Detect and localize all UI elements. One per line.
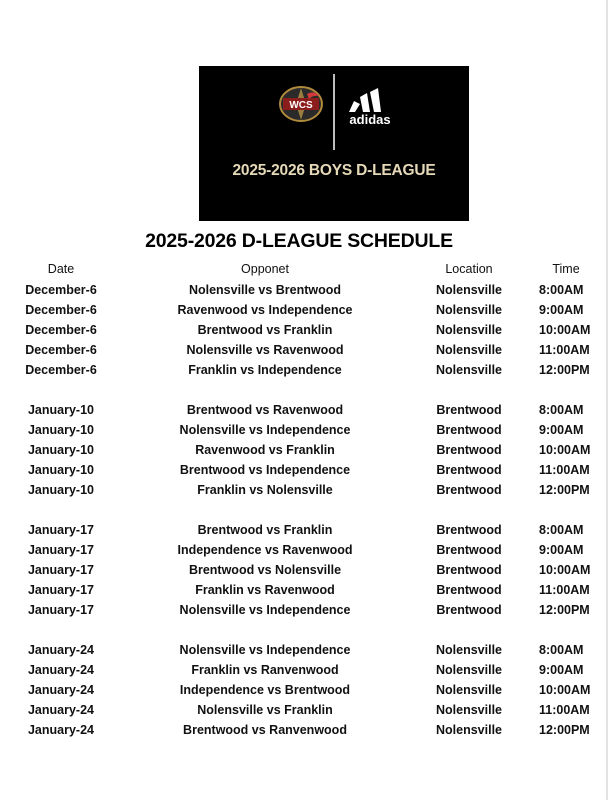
cell-location: Brentwood <box>436 523 502 537</box>
cell-opponent: Brentwood vs Independence <box>179 463 351 477</box>
header-time: Time <box>552 262 580 276</box>
cell-opponent: Brentwood vs Franklin <box>197 323 333 337</box>
cell-date: January-10 <box>27 423 94 437</box>
cell-time: 8:00AM <box>539 283 584 297</box>
cell-time: 8:00AM <box>539 643 584 657</box>
table-row <box>0 460 608 480</box>
cell-location: Nolensville <box>436 683 502 697</box>
cell-date: January-17 <box>27 583 94 597</box>
table-header <box>0 259 608 279</box>
table-row <box>0 680 608 700</box>
cell-opponent: Franklin vs Ravenwood <box>195 583 335 597</box>
cell-opponent: Nolensville vs Independence <box>179 423 351 437</box>
header-opponent: Opponet <box>241 262 289 276</box>
cell-location: Brentwood <box>436 403 502 417</box>
cell-location: Nolensville <box>436 303 502 317</box>
cell-opponent: Independence vs Ravenwood <box>177 543 353 557</box>
cell-location: Nolensville <box>436 723 502 737</box>
cell-date: January-24 <box>27 643 94 657</box>
cell-time: 9:00AM <box>539 423 584 437</box>
cell-location: Nolensville <box>436 663 502 677</box>
cell-opponent: Nolensville vs Franklin <box>197 703 333 717</box>
cell-date: January-17 <box>27 563 94 577</box>
cell-date: January-17 <box>27 543 94 557</box>
table-row <box>0 340 608 360</box>
cell-location: Nolensville <box>436 703 502 717</box>
cell-location: Brentwood <box>436 563 502 577</box>
header-date: Date <box>47 262 75 276</box>
cell-opponent: Franklin vs Independence <box>188 363 342 377</box>
cell-location: Brentwood <box>436 543 502 557</box>
table-row <box>0 440 608 460</box>
table-row <box>0 360 608 380</box>
cell-time: 9:00AM <box>539 543 584 557</box>
cell-opponent: Ravenwood vs Independence <box>177 303 353 317</box>
cell-time: 11:00AM <box>539 463 590 477</box>
cell-opponent: Brentwood vs Nolensville <box>188 563 342 577</box>
cell-opponent: Franklin vs Nolensville <box>197 483 333 497</box>
cell-location: Brentwood <box>436 583 502 597</box>
cell-time: 11:00AM <box>539 703 590 717</box>
cell-time: 12:00PM <box>539 483 590 497</box>
cell-time: 12:00PM <box>539 723 590 737</box>
cell-date: January-17 <box>27 603 94 617</box>
adidas-wordmark: adidas <box>349 112 391 127</box>
cell-time: 9:00AM <box>539 303 584 317</box>
cell-opponent: Independence vs Brentwood <box>179 683 351 697</box>
table-row <box>0 300 608 320</box>
cell-time: 12:00PM <box>539 363 590 377</box>
cell-location: Brentwood <box>436 423 502 437</box>
cell-opponent: Ravenwood vs Franklin <box>195 443 335 457</box>
table-row <box>0 700 608 720</box>
table-row <box>0 320 608 340</box>
cell-date: January-10 <box>27 483 94 497</box>
adidas-logo-icon <box>345 88 397 112</box>
table-row <box>0 600 608 620</box>
cell-location: Nolensville <box>436 363 502 377</box>
cell-time: 10:00AM <box>539 683 591 697</box>
table-row <box>0 720 608 740</box>
cell-opponent: Nolensville vs Ravenwood <box>186 343 344 357</box>
schedule-title: 2025-2026 D-LEAGUE SCHEDULE <box>145 230 453 252</box>
cell-time: 12:00PM <box>539 603 590 617</box>
table-row <box>0 660 608 680</box>
cell-location: Brentwood <box>436 443 502 457</box>
cell-opponent: Brentwood vs Franklin <box>197 523 333 537</box>
cell-date: December-6 <box>25 323 97 337</box>
cell-opponent: Nolensville vs Brentwood <box>188 283 342 297</box>
cell-time: 8:00AM <box>539 523 584 537</box>
cell-date: January-24 <box>27 723 94 737</box>
cell-date: January-17 <box>27 523 94 537</box>
wcs-logo-text: WCS <box>289 100 313 111</box>
cell-time: 10:00AM <box>539 443 591 457</box>
table-row <box>0 480 608 500</box>
table-row <box>0 540 608 560</box>
cell-location: Nolensville <box>436 643 502 657</box>
table-row <box>0 640 608 660</box>
table-row <box>0 400 608 420</box>
cell-date: December-6 <box>25 303 97 317</box>
table-row <box>0 580 608 600</box>
cell-opponent: Brentwood vs Ravenwood <box>186 403 344 417</box>
cell-date: December-6 <box>25 363 97 377</box>
header-location: Location <box>445 262 493 276</box>
banner-league-title: 2025-2026 BOYS D-LEAGUE <box>232 162 436 179</box>
table-row <box>0 520 608 540</box>
cell-date: January-24 <box>27 703 94 717</box>
cell-opponent: Nolensville vs Independence <box>179 603 351 617</box>
banner-divider <box>333 74 335 150</box>
cell-time: 8:00AM <box>539 403 584 417</box>
cell-opponent: Brentwood vs Ranvenwood <box>183 723 347 737</box>
league-banner <box>199 66 469 221</box>
table-row <box>0 280 608 300</box>
cell-time: 10:00AM <box>539 323 591 337</box>
cell-time: 9:00AM <box>539 663 584 677</box>
cell-date: December-6 <box>25 343 97 357</box>
cell-date: January-10 <box>27 443 94 457</box>
cell-time: 11:00AM <box>539 343 590 357</box>
cell-date: January-10 <box>27 403 94 417</box>
cell-date: January-10 <box>27 463 94 477</box>
table-row <box>0 560 608 580</box>
cell-date: December-6 <box>25 283 97 297</box>
wcs-logo-icon <box>277 84 325 124</box>
cell-date: January-24 <box>27 683 94 697</box>
cell-opponent: Nolensville vs Independence <box>179 643 351 657</box>
table-row <box>0 420 608 440</box>
cell-location: Nolensville <box>436 343 502 357</box>
cell-opponent: Franklin vs Ranvenwood <box>191 663 339 677</box>
cell-time: 11:00AM <box>539 583 590 597</box>
cell-location: Brentwood <box>436 463 502 477</box>
cell-location: Nolensville <box>436 283 502 297</box>
cell-date: January-24 <box>27 663 94 677</box>
cell-location: Brentwood <box>436 483 502 497</box>
cell-location: Brentwood <box>436 603 502 617</box>
cell-location: Nolensville <box>436 323 502 337</box>
cell-time: 10:00AM <box>539 563 591 577</box>
